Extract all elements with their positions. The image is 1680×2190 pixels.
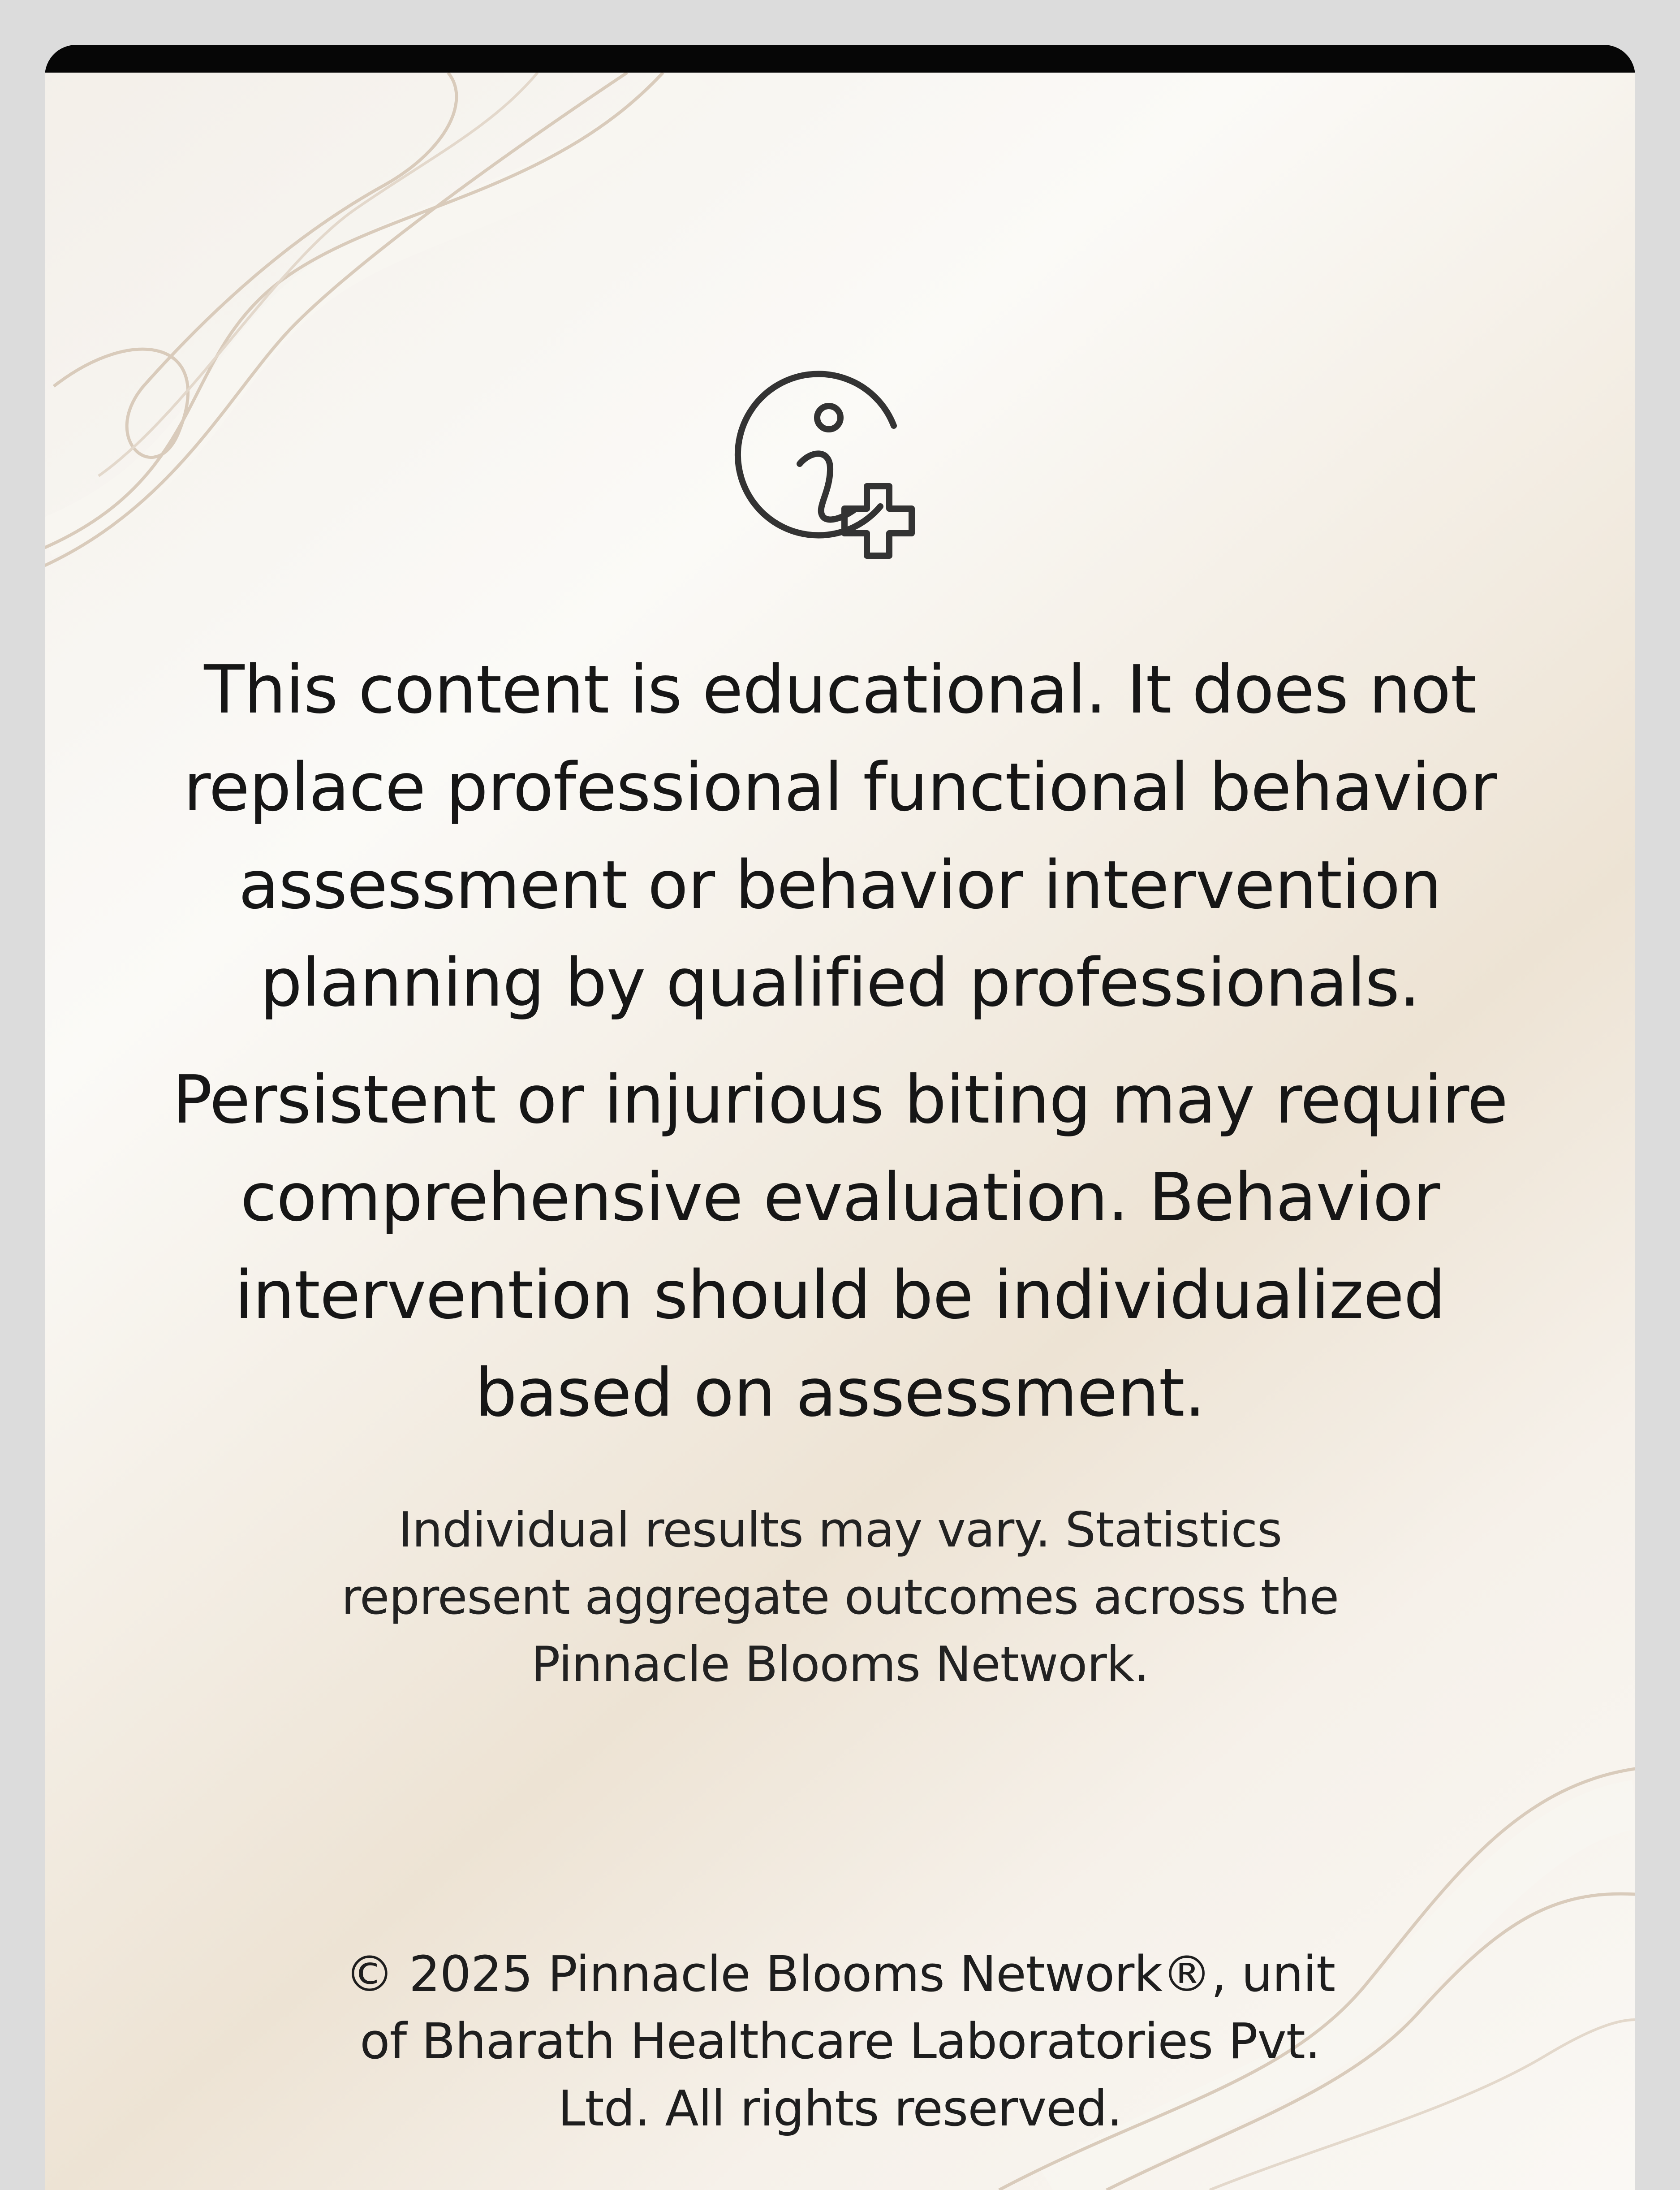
evaluation-notice: Persistent or injurious biting may require comprehensive evaluation. Behavior intervention should be individualized based on assessment. [172, 1061, 1508, 1431]
copyright-footer: © 2025 Pinnacle Blooms Network®, unit of Bharath Healthcare Laboratories Pvt. Ltd. All rights reserved. [345, 1945, 1335, 2137]
results-notice: Individual results may vary. Statistics represent aggregate outcomes across the Pinnacle Blooms Network. [341, 1502, 1339, 1693]
educational-notice: This content is educational. It does not replace professional functional behavior assessment or behavior intervention planning by qualified professionals. [183, 651, 1497, 1021]
top-bar [45, 45, 1635, 73]
disclaimer-card [45, 45, 1635, 2190]
decorative-swirl-top-left [45, 73, 717, 610]
info-plus-icon [732, 359, 956, 583]
